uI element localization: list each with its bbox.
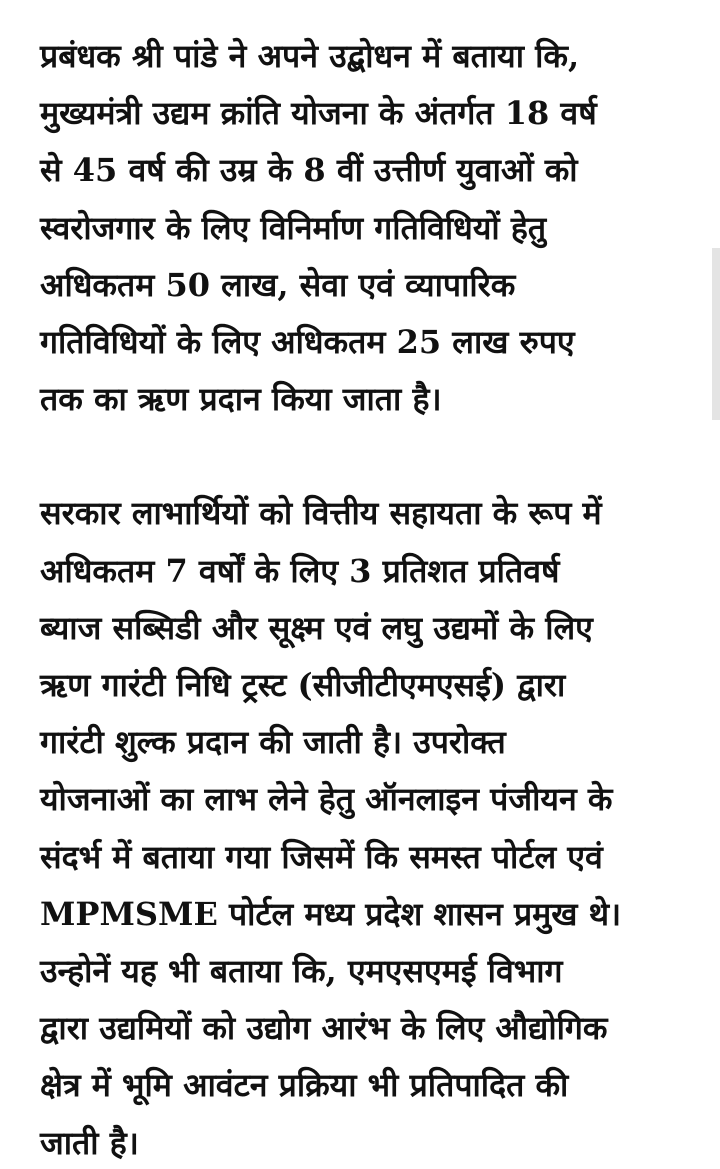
text-line: गारंटी शुल्क प्रदान की जाती है। उपरोक्त xyxy=(40,723,506,762)
text-line: क्षेत्र में भूमि आवंटन प्रक्रिया भी प्रतिपादित की xyxy=(40,1066,569,1105)
article-body xyxy=(40,28,688,1169)
paragraph-2 xyxy=(40,485,688,1169)
text-line: जाती है। xyxy=(40,1123,139,1162)
text-line: संदर्भ में बताया गया जिसमें कि समस्त पोर्टल एवं xyxy=(40,837,603,876)
text-line: अधिकतम 7 वर्षों के लिए 3 प्रतिशत प्रतिवर्ष xyxy=(40,551,560,590)
scrollbar-thumb[interactable] xyxy=(712,248,720,420)
text-line: योजनाओं का लाभ लेने हेतु ऑनलाइन पंजीयन के xyxy=(40,780,613,819)
text-line: प्रबंधक श्री पांडे ने अपने उद्बोधन में बताया कि, xyxy=(40,37,580,75)
text-line: ब्याज सब्सिडी और सूक्ष्म एवं लघु उद्यमों के लिए xyxy=(40,608,593,647)
paragraph-1 xyxy=(40,28,688,428)
text-line: MPMSME पोर्टल मध्य प्रदेश शासन प्रमुख थे। xyxy=(40,894,622,933)
text-line: उन्होनें यह भी बताया कि, एमएसएमई विभाग xyxy=(40,952,563,991)
text-line: से 45 वर्ष की उम्र के 8 वीं उत्तीर्ण युवाओं को xyxy=(40,151,578,190)
text-line: तक का ऋण प्रदान किया जाता है। xyxy=(40,380,442,419)
text-line: मुख्यमंत्री उद्यम क्रांति योजना के अंतर्गत 18 वर्ष xyxy=(40,94,597,133)
text-line: ऋण गारंटी निधि ट्रस्ट (सीजीटीएमएसई) द्वारा xyxy=(40,666,566,705)
text-line: अधिकतम 50 लाख, सेवा एवं व्यापारिक xyxy=(40,265,516,304)
text-line: द्वारा उद्यमियों को उद्योग आरंभ के लिए औद्योगिक xyxy=(40,1009,608,1048)
text-line: स्वरोजगार के लिए विनिर्माण गतिविधियों हेतु xyxy=(40,208,547,247)
text-line: गतिविधियों के लिए अधिकतम 25 लाख रुपए xyxy=(40,323,575,362)
text-line: सरकार लाभार्थियों को वित्तीय सहायता के रूप में xyxy=(40,494,602,533)
